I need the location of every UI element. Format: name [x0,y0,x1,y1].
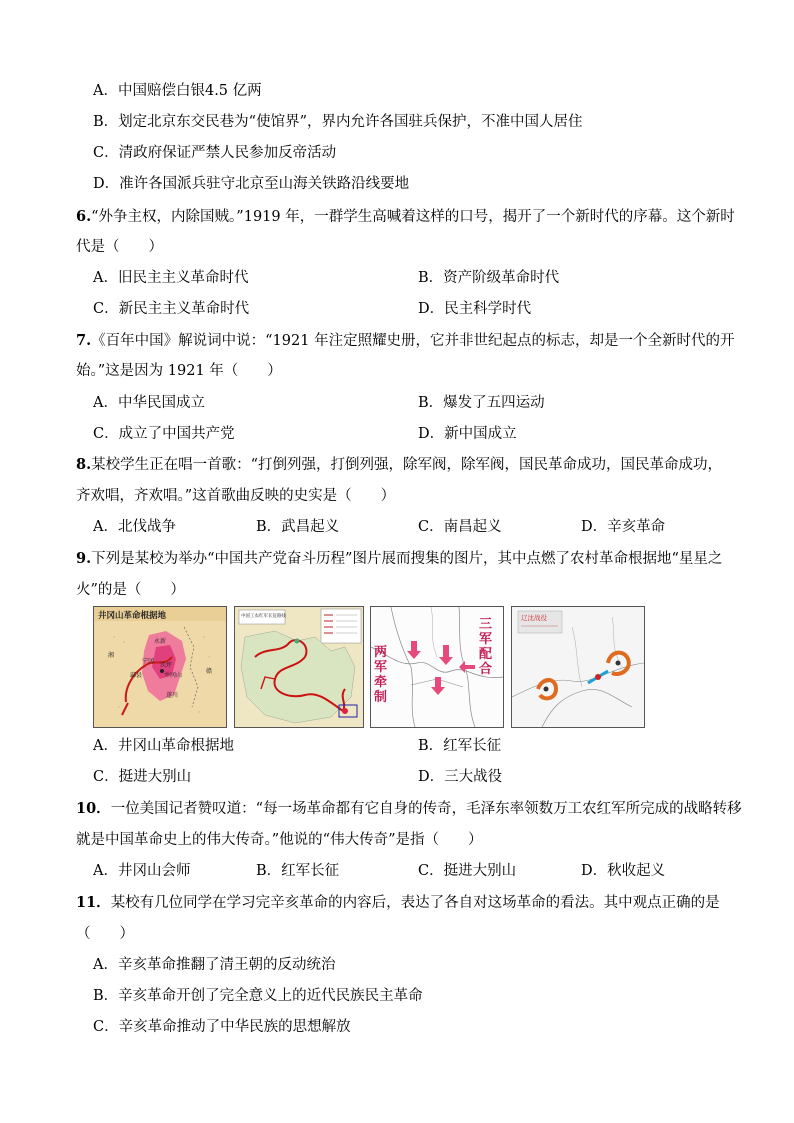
q6-text-line1: “外争主权，内除国贼。”1919 年，一群学生高喊着这样的口号，揭开了一个新时代的序幕。这个新时 [91,209,735,225]
q9-stem-line2: 火”的是（ ） [76,582,185,598]
jinggangshan-map-title: 井冈山革命根据地 [98,611,167,621]
q6-stem-line2: 代是（ ） [76,239,163,255]
q7-option-c: C．成立了中国共产党 [93,426,235,442]
q6-number: 6. [76,208,92,225]
q8-option-a: A．北伐战争 [93,519,176,535]
q9-stem-line1 [76,549,722,569]
q8-option-c: C．南昌起义 [418,519,502,535]
q7-option-b: B．爆发了五四运动 [418,395,545,411]
q8-text-line1: 某校学生正在唱一首歌：“打倒列强，打倒列强，除军阀，除军阀，国民革命成功，国民革命成功， [91,457,723,473]
q7-option-a: A．中华民国成立 [93,395,205,411]
q11-option-b: B．辛亥革命开创了完全意义上的近代民族民主革命 [93,988,423,1004]
q8-stem-line2: 齐欢唱，齐欢唱。”这首歌曲反映的史实是（ ） [76,488,396,504]
q5-option-c: C．清政府保证严禁人民参加反帝活动 [93,145,337,161]
q10-number: 10． [76,800,111,817]
q10-option-a: A．井冈山会师 [93,863,191,879]
dabie-mountains-image [370,606,504,728]
q11-option-a: A．辛亥革命推翻了清王朝的反动统治 [93,957,336,973]
jinggangshan-label-xiang: 湘 [108,652,115,659]
q6-option-b: B．资产阶级革命时代 [418,270,560,286]
q11-text-line1: 某校有几位同学在学习完辛亥革命的内容后，表达了各自对这场革命的看法。其中观点正确的是 [110,895,720,911]
q9-option-c: C．挺进大别山 [93,769,192,785]
q10-text-line1: 一位美国记者赞叹道：“每一场革命都有它自身的传奇，毛泽东率领数万工农红军所完成的战略转移 [110,801,742,817]
q8-option-d: D．辛亥革命 [581,519,666,535]
q6-stem-line1 [76,207,735,227]
q6-option-d: D．民主科学时代 [418,301,532,317]
q10-option-d: D．秋收起义 [581,863,666,879]
jinggangshan-label-yongxin: 永新 [154,638,167,645]
dabie-label-three-armies: 三军配合 [479,617,493,677]
q7-stem-line1 [76,331,735,351]
q9-number: 9. [76,550,92,567]
jinggangshan-label-jinggangshan: 井冈山 [164,672,183,679]
q10-option-b: B．红军长征 [256,863,340,879]
q7-text-line1: 《百年中国》解说词中说：“1921 年注定照耀史册，它并非世纪起点的标志，却是一个全新时代的开 [91,333,735,349]
q6-option-c: C．新民主主义革命时代 [93,301,250,317]
q11-stem-line1 [76,893,720,913]
q9-option-a: A．井冈山革命根据地 [93,738,234,754]
q9-option-b: B．红军长征 [418,738,502,754]
q10-stem-line1 [76,799,742,819]
q11-stem-line2: （ ） [76,926,134,942]
q10-stem-line2: 就是中国革命史上的伟大传奇。”他说的“伟大传奇”是指（ ） [76,832,483,848]
q8-option-b: B．武昌起义 [256,519,340,535]
q5-option-a: A．中国赔偿白银4.5 亿两 [93,83,262,99]
q7-number: 7. [76,332,92,349]
q8-stem-line1 [76,455,722,475]
q8-number: 8. [76,456,92,473]
q9-text-line1: 下列是某校为举办“中国共产党奋斗历程”图片展而搜集的图片，其中点燃了农村革命根据地“星星之 [91,551,723,567]
q10-option-c: C．挺进大别山 [418,863,517,879]
jinggangshan-label-lingxian: 酃县 [130,672,143,679]
liaoshen-map-title: 辽沈战役 [521,614,547,622]
jinggangshan-label-ninggang: 宁冈 [142,658,155,665]
liaoshen-campaign-image [511,606,645,728]
q7-option-d: D．新中国成立 [418,426,517,442]
long-march-map-image [234,606,364,728]
q9-option-d: D．三大战役 [418,769,503,785]
q11-option-c: C．辛亥革命推动了中华民族的思想解放 [93,1019,351,1035]
q7-stem-line2: 始。”这是因为 1921 年（ ） [76,363,282,379]
jinggangshan-label-ciping: 茨坪 [160,662,173,669]
q11-number: 11． [76,894,111,911]
q6-option-a: A．旧民主主义革命时代 [93,270,249,286]
q5-option-d: D．准许各国派兵驻守北京至山海关铁路沿线要地 [93,176,410,192]
long-march-map-title: 中国工农红军长征路线 [241,614,286,619]
jinggangshan-map-image [93,606,227,728]
jinggangshan-label-gan: 赣 [206,668,213,675]
dabie-label-two-armies: 两军牵制 [374,645,388,705]
q5-option-b: B．划定北京东交民巷为“使馆界”，界内允许各国驻兵保护，不准中国人居住 [93,114,583,130]
jinggangshan-label-suichuan: 遂川 [166,692,179,699]
